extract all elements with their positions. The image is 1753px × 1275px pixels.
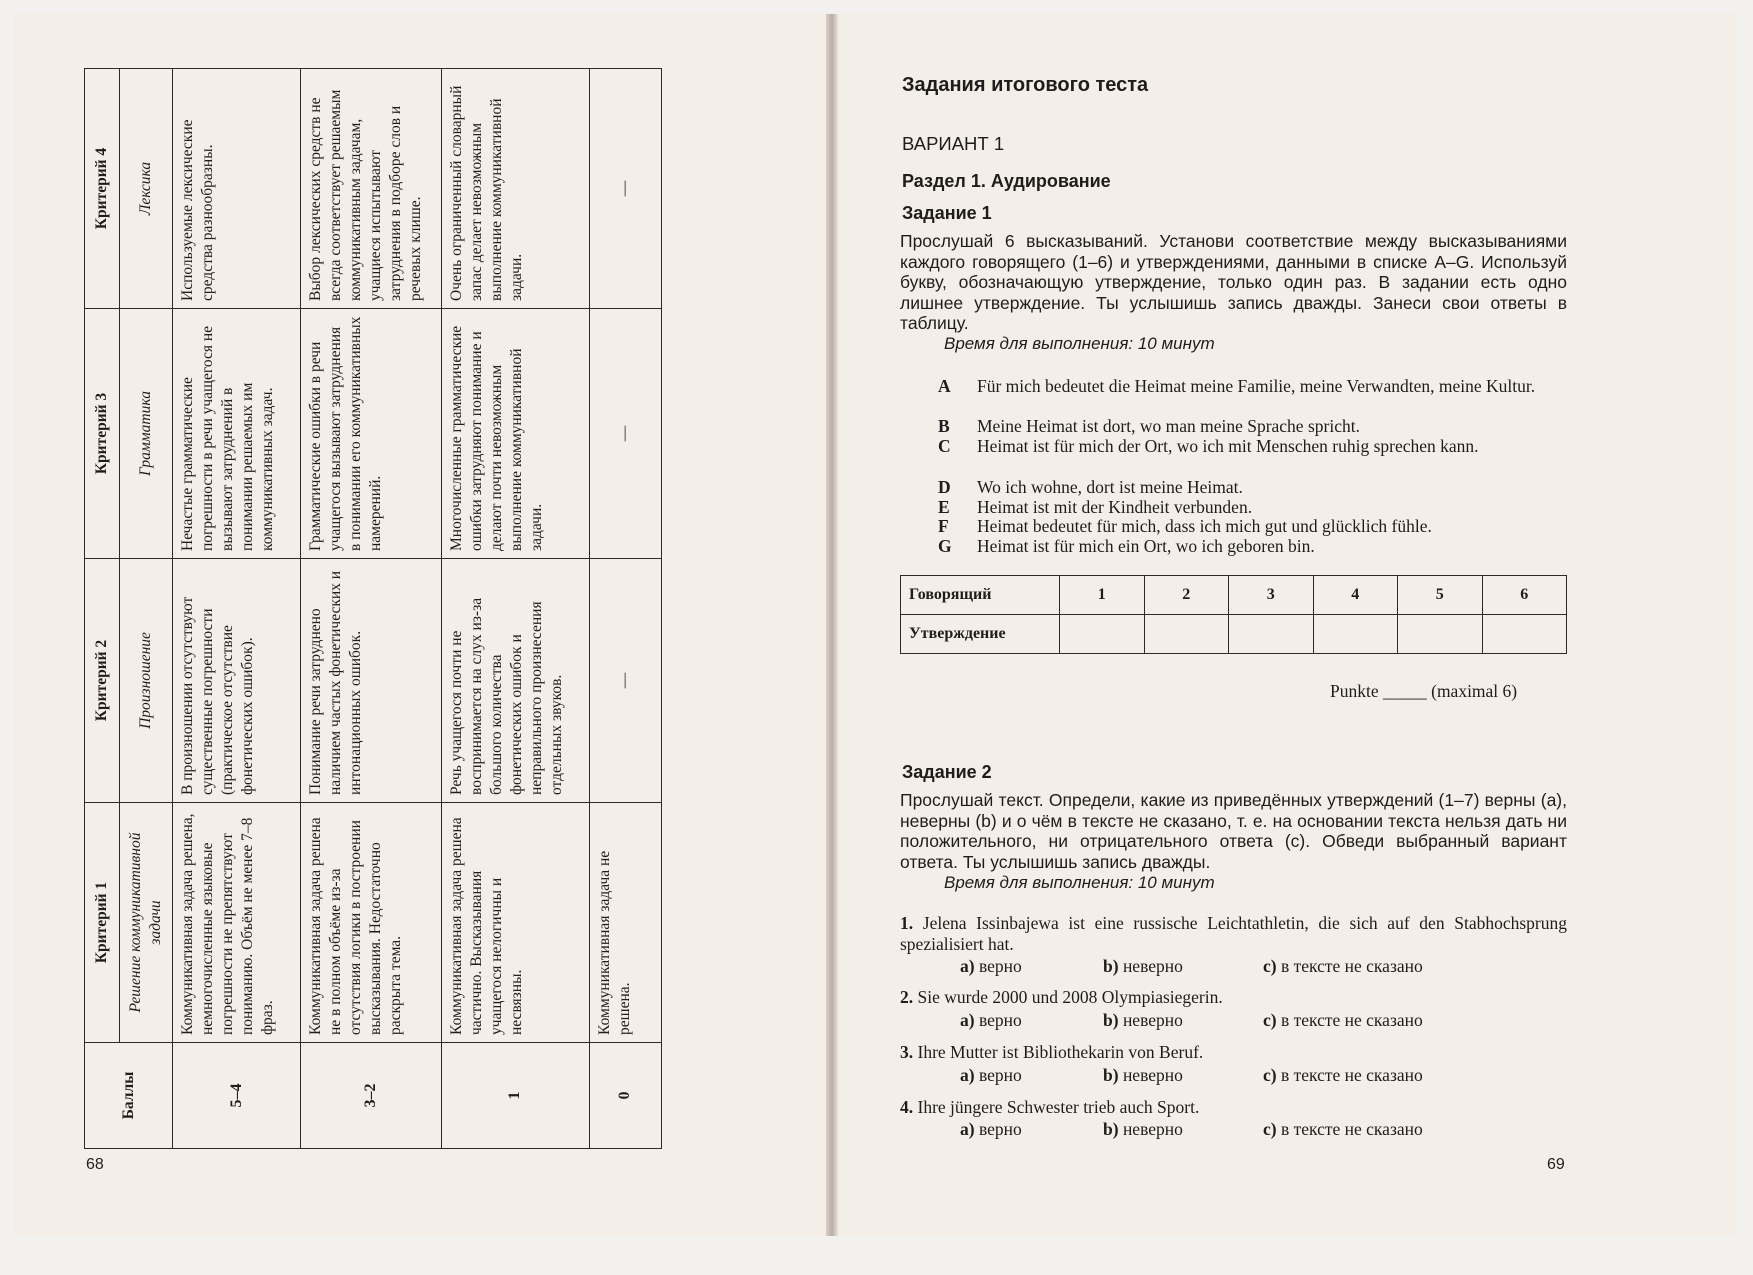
answer-cell[interactable] [1313,615,1398,654]
choice-b[interactable]: b) неверно [1103,956,1183,976]
score-cell: 0 [589,1043,661,1149]
choice-b[interactable]: b) неверно [1103,1065,1183,1085]
option-text: Heimat ist mit der Kindheit verbunden. [977,497,1253,517]
choice-a[interactable]: a) верно [960,956,1022,976]
score-cell: 1 [441,1043,589,1149]
option-f [938,516,1598,538]
question-4 [900,1097,1564,1118]
option-text: Heimat ist für mich ein Ort, wo ich geboren bin. [977,536,1315,556]
option-letter: E [938,497,950,517]
option-d [938,477,1598,499]
option-c [938,436,1598,480]
question-2 [900,987,1564,1008]
speaker-number: 1 [1060,576,1145,615]
subheader-cell: Лексика [120,69,173,309]
table-cell: Коммуникативная задача не решена. [589,803,661,1043]
choice-text: неверно [1122,1065,1183,1085]
question-1 [900,913,1567,954]
book-gutter [826,14,838,1236]
choice-text: в тексте не сказано [1280,1010,1423,1030]
statement-label: Утверждение [901,615,1060,654]
table-cell: — [589,309,661,559]
criteria-table-rotated [84,69,662,1149]
question-number: 1. [900,913,914,933]
question-number: 2. [900,987,914,1007]
table-cell: — [589,69,661,309]
subheader-cell: Грамматика [120,309,173,559]
page-number-right: 69 [1547,1156,1565,1173]
table-cell: Коммуникативная задача решена не в полном объёме из-за отсутствия логики в построении высказывания. Недостаточно раскрыта тема. [301,803,441,1043]
choice-text: в тексте не сказано [1280,1119,1423,1139]
option-b [938,416,1598,438]
choice-b[interactable]: b) неверно [1103,1119,1183,1139]
option-text: Heimat ist für mich der Ort, wo ich mit Menschen ruhig sprechen kann. [977,436,1479,456]
answer-cell[interactable] [1144,615,1229,654]
speaker-number: 5 [1398,576,1483,615]
choice-text: верно [978,1010,1022,1030]
header-cell: Критерий 2 [85,559,120,803]
score-cell: 3–2 [301,1043,441,1149]
variant-label: ВАРИАНТ 1 [902,133,1005,154]
task2-instruction: Прослушай текст. Определи, какие из приведённых утверждений (1–7) верны (a), неверны (b) и о чём в тексте не сказано, т. е. на основании текста нельзя дать ни положительного, ни отрицательного ответа (c). Обведи выбранный вариант ответа. Ты услышишь запись дважды. [900,790,1567,872]
choice-c[interactable]: c) в тексте не сказано [1263,1119,1423,1139]
answer-cell[interactable] [1482,615,1567,654]
choice-a[interactable]: a) верно [960,1010,1022,1030]
table-subheader-row [120,69,173,1149]
table-row [301,69,441,1149]
choice-text: верно [978,1065,1022,1085]
answer-cell[interactable] [1398,615,1483,654]
choice-text: в тексте не сказано [1280,1065,1423,1085]
table-cell: Понимание речи затруднено наличием частых фонетических и интонационных ошибок. [301,559,441,803]
answer-cell[interactable] [1060,615,1145,654]
punkte-score: Punkte _____ (maximal 6) [1330,681,1518,701]
table-cell: Коммуникативная задача решена частично. Высказывания учащегося нелогичны и несвязны. [441,803,589,1043]
table-row [441,69,589,1149]
option-text: Wo ich wohne, dort ist meine Heimat. [977,477,1243,497]
table-cell: Выбор лексических средств не всегда соответствует решаемым коммуникативным задачам, учащиеся испытывают затруднения в подборе слов и речевых клише. [301,69,441,309]
choice-a[interactable]: a) верно [960,1119,1022,1139]
speaker-number: 6 [1482,576,1567,615]
question-number: 3. [900,1042,914,1062]
table-cell: Речь учащегося почти не воспринимается на слух из-за большого количества фонетических ошибок и неправильного произнесения отдельных звуков. [441,559,589,803]
option-letter: A [938,376,951,396]
option-letter: G [938,536,952,556]
table-row [901,615,1567,654]
table-cell: Грамматические ошибки в речи учащегося вызывают затруднения в понимании его коммуникативных намерений. [301,309,441,559]
table-row [173,69,301,1149]
question-text: Ihre Mutter ist Bibliothekarin von Beruf. [917,1042,1204,1062]
choice-a[interactable]: a) верно [960,1065,1022,1085]
task1-time: Время для выполнения: 10 минут [944,334,1215,353]
table-cell: Многочисленные грамматические ошибки затрудняют понимание и делают почти невозможным выполнение коммуникативной задачи. [441,309,589,559]
answer-choices-3 [960,1065,1560,1087]
question-text: Jelena Issinbajewa ist eine russische Leichtathletin, die sich auf den Stabhochsprung spezialisiert hat. [900,913,1567,954]
header-cell: Критерий 1 [85,803,120,1043]
option-text: Für mich bedeutet die Heimat meine Familie, meine Verwandten, meine Kultur. [977,376,1536,396]
speaker-number: 3 [1229,576,1314,615]
criteria-table [84,68,662,1149]
table-row [901,576,1567,615]
option-letter: F [938,516,949,536]
table-cell: Нечастые грамматические погрешности в речи учащегося не вызывают затруднений в понимании решаемых им коммуникативных задач. [173,309,301,559]
choice-c[interactable]: c) в тексте не сказано [1263,1010,1423,1030]
header-cell: Критерий 4 [85,69,120,309]
table-cell: Очень ограниченный словарный запас делает невозможным выполнение коммуникативной задачи. [441,69,589,309]
section-heading: Раздел 1. Аудирование [902,171,1111,191]
task1-instruction: Прослушай 6 высказываний. Установи соответствие между высказываниями каждого говорящего (1–6) и утверждениями, данными в списке A–G. Используй букву, обозначающую утверждение, только один раз. В задании есть одно лишнее утверждение. Ты услышишь запись дважды. Занеси свои ответы в таблицу. [900,231,1567,333]
question-number: 4. [900,1097,914,1117]
choice-text: неверно [1122,1119,1183,1139]
choice-text: неверно [1122,956,1183,976]
table-row [589,69,661,1149]
answer-choices-4 [960,1119,1560,1141]
choice-c[interactable]: c) в тексте не сказано [1263,1065,1423,1085]
table-cell: Используемые лексические средства разнообразны. [173,69,301,309]
choice-text: верно [978,1119,1022,1139]
page-title: Задания итогового теста [902,74,1149,96]
speaker-label: Говорящий [901,576,1060,615]
table-cell: Коммуникативная задача решена, немногочисленные языковые погрешности не препятствуют пониманию. Объём не менее 7–8 фраз. [173,803,301,1043]
task1-heading: Задание 1 [902,203,992,223]
answer-table [900,575,1567,654]
question-text: Ihre jüngere Schwester trieb auch Sport. [917,1097,1200,1117]
choice-text: неверно [1122,1010,1183,1030]
choice-b[interactable]: b) неверно [1103,1010,1183,1030]
speaker-number: 4 [1313,576,1398,615]
header-cell: Баллы [85,1043,173,1149]
option-letter: B [938,416,950,436]
choice-text: в тексте не сказано [1280,956,1423,976]
option-letter: C [938,436,951,456]
table-cell: В произношении отсутствуют существенные погрешности (практическое отсутствие фонетических ошибок). [173,559,301,803]
question-text: Sie wurde 2000 und 2008 Olympiasiegerin. [917,987,1223,1007]
option-text: Heimat bedeutet für mich, dass ich mich gut und glücklich fühle. [977,516,1432,536]
option-a [938,376,1598,420]
choice-c[interactable]: c) в тексте не сказано [1263,956,1423,976]
answer-choices-1 [960,956,1560,978]
option-text: Meine Heimat ist dort, wo man meine Sprache spricht. [977,416,1360,436]
task2-time: Время для выполнения: 10 минут [944,873,1215,892]
answer-choices-2 [960,1010,1560,1032]
score-cell: 5–4 [173,1043,301,1149]
option-letter: D [938,477,951,497]
answer-cell[interactable] [1229,615,1314,654]
option-g [938,536,1598,558]
table-header-row [85,69,120,1149]
page-number-left: 68 [86,1156,104,1173]
table-cell: — [589,559,661,803]
subheader-cell: Произношение [120,559,173,803]
question-3 [900,1042,1564,1063]
speaker-number: 2 [1144,576,1229,615]
choice-text: верно [978,956,1022,976]
task2-heading: Задание 2 [902,762,992,782]
subheader-cell: Решение коммуникативной задачи [120,803,173,1043]
header-cell: Критерий 3 [85,309,120,559]
